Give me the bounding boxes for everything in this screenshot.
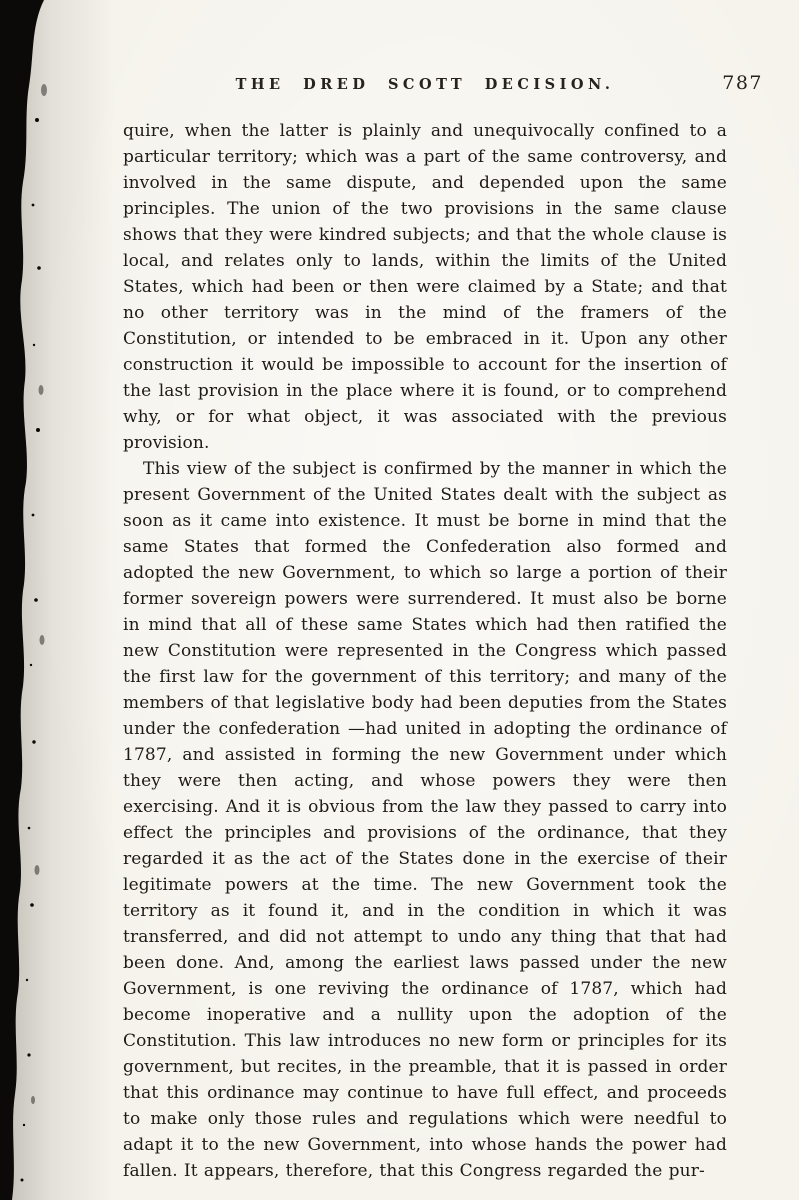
body-paragraph: This view of the subject is confirmed by the manner in which the present Government of the United States dealt with the subject as soon as it came into existence. It must be borne in mind that the same States that formed the Confederation also formed and adopted the new Government, to which so large a portion of their former sovereign powers were surrendered. It must also be borne in mind that all of these same States which had then ratified the new Constitution were represented in the Congress which passed the first law for the government of this territory; and many of the members of that legislative body had been deputies from the States under the confederation —had united in adopting the ordinance of 1787, and assisted in forming the new Government under which they were then acting, and whose powers they were then exercising. And it is obvious from the law they passed to carry into effect the principles and provisions of the ordinance, that they regarded it as the act of the States done in the exercise of their legitimate powers at the time. The new Government took the territory as it found it, and in the condition in which it was transferred, and did not attempt to undo any thing that that had been done. And, among the earliest laws passed under the new Government, is one reviving the ordinance of 1787, which had become inoperative and a nullity upon the adoption of the Constitution. This law introduces no new form or principles for its government, but recites, in the preamble, that it is passed in order that this ordinance may continue to have full effect, and proceeds to make only those rules and regulations which were needful to adapt it to the new Government, into whose hands the power had fallen. It appears, therefore, that this Congress regarded the pur- bbox=[123, 459, 727, 1181]
body-text bbox=[123, 118, 727, 1184]
text-column bbox=[123, 72, 763, 1184]
page-number: 787 bbox=[722, 72, 763, 94]
scan-gutter-artifact bbox=[0, 0, 62, 1200]
body-paragraph: quire, when the latter is plainly and unequivocally confined to a particular territory; which was a part of the same controversy, and involved in the same dispute, and depended upon the same principles. The union of the two provisions in the same clause shows that they were kindred subjects; and that the whole clause is local, and relates only to lands, within the limits of the United States, which had been or then were claimed by a State; and that no other territory was in the mind of the framers of the Constitution, or intended to be embraced in it. Upon any other construction it would be impossible to account for the insertion of the last provision in the place where it is found, or to comprehend why, or for what object, it was associated with the previous provision. bbox=[123, 121, 727, 453]
running-head: THE DRED SCOTT DECISION. bbox=[235, 76, 615, 93]
page-header bbox=[123, 72, 763, 118]
